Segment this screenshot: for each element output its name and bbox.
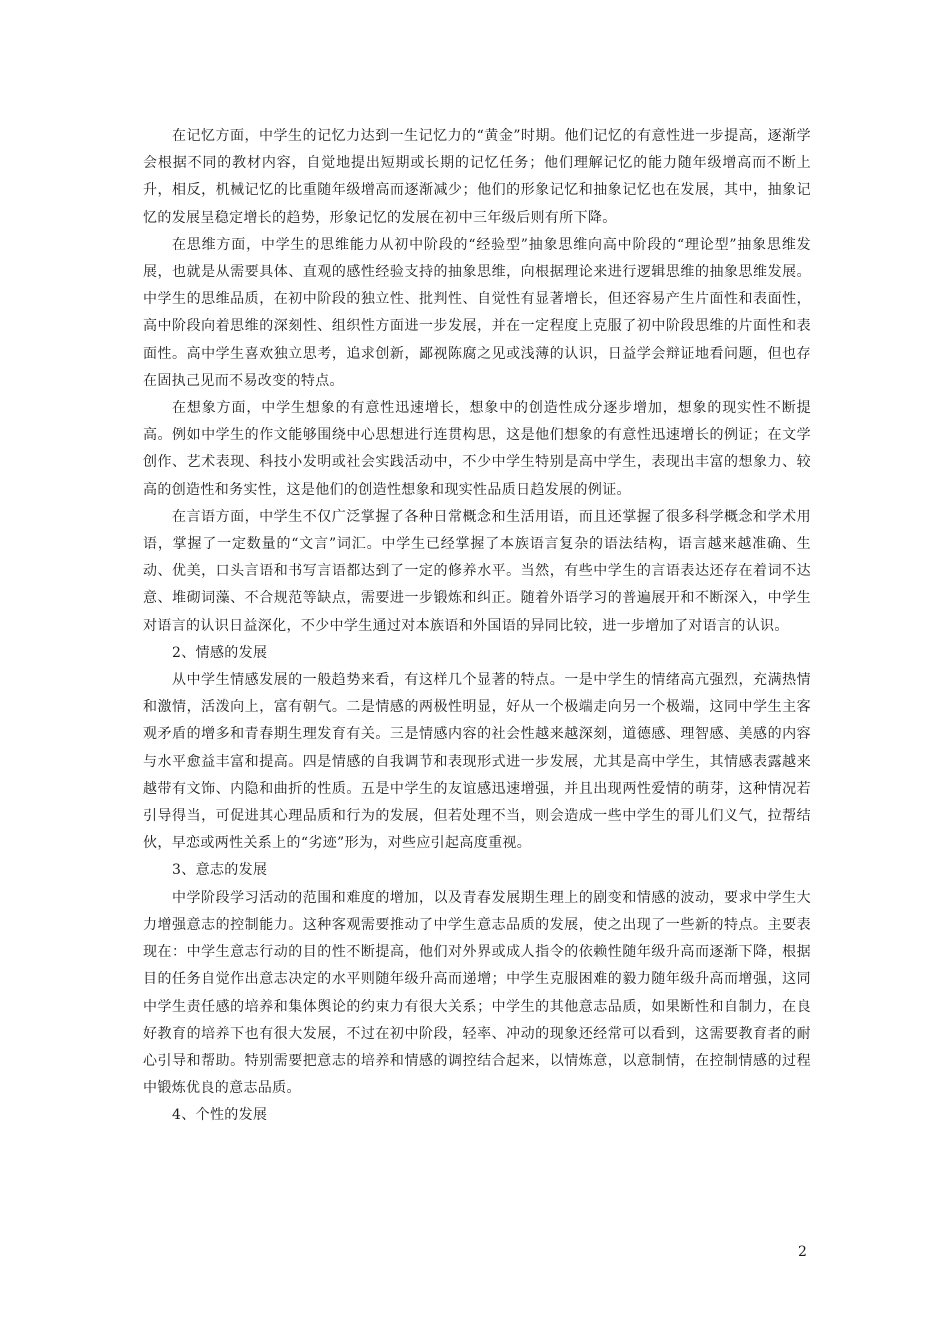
- section-heading-personality: 4、个性的发展: [172, 1107, 268, 1124]
- paragraph-memory: 在记忆方面，中学生的记忆力达到一生记忆力的“黄金”时期。他们记忆的有意性进一步提高，逐渐学会根据不同的教材内容，自觉地提出短期或长期的记忆任务；他们理解记忆的能力随年级增高而不断上升，相反，机械记忆的比重随年级增高而逐渐减少；他们的形象记忆和抽象记忆也在发展，其中，抽象记忆的发展呈稳定增长的趋势，形象记忆的发展在初中三年级后则有所下降。: [143, 128, 811, 226]
- paragraph-emotion: 从中学生情感发展的一般趋势来看，有这样几个显著的特点。一是中学生的情绪高亢强烈，充满热情和激情，活泼向上，富有朝气。二是情感的两极性明显，好从一个极端走向另一个极端，这同中学生主客观矛盾的增多和青春期生理发育有关。三是情感内容的社会性越来越深刻，道德感、理智感、美感的内容与水平愈益丰富和提高。四是情感的自我调节和表现形式进一步发展，尤其是高中学生，其情感表露越来越带有文饰、内隐和曲折的性质。五是中学生的友谊感迅速增强，并且出现两性爱情的萌芽，这种情况若引导得当，可促进其心理品质和行为的发展，但若处理不当，则会造成一些中学生的哥儿们义气，拉帮结伙，早恋或两性关系上的“劣迹”形为，对些应引起高度重视。: [143, 672, 811, 852]
- document-body: [143, 123, 811, 1130]
- page-number: 2: [798, 1244, 807, 1260]
- section-heading-will: 3、意志的发展: [172, 862, 268, 879]
- paragraph-will: 中学阶段学习活动的范围和难度的增加，以及青春发展期生理上的剧变和情感的波动，要求中学生大力增强意志的控制能力。这种客观需要推动了中学生意志品质的发展，使之出现了一些新的特点。主要表现在：中学生意志行动的目的性不断提高，他们对外界或成人指令的依赖性随年级升高而逐渐下降，根据目的任务自觉作出意志决定的水平则随年级升高而递增；中学生克服困难的毅力随年级升高而增强，这同中学生责任感的培养和集体舆论的约束力有很大关系；中学生的其他意志品质，如果断性和自制力，在良好教育的培养下也有很大发展，不过在初中阶段，轻率、冲动的现象还经常可以看到，这需要教育者的耐心引导和帮助。特别需要把意志的培养和情感的调控结合起来，以情炼意，以意制情，在控制情感的过程中锻炼优良的意志品质。: [143, 889, 811, 1097]
- paragraph-imagination: 在想象方面，中学生想象的有意性迅速增长，想象中的创造性成分逐步增加，想象的现实性不断提高。例如中学生的作文能够围绕中心思想进行连贯构思，这是他们想象的有意性迅速增长的例证；在文学创作、艺术表现、科技小发明或社会实践活动中，不少中学生特别是高中学生，表现出丰富的想象力、较高的创造性和务实性，这是他们的创造性想象和现实性品质日趋发展的例证。: [143, 400, 811, 498]
- paragraph-thinking: 在思维方面，中学生的思维能力从初中阶段的“经验型”抽象思维向高中阶段的“理论型”抽象思维发展，也就是从需要具体、直观的感性经验支持的抽象思维，向根据理论来进行逻辑思维的抽象思维发展。中学生的思维品质，在初中阶段的独立性、批判性、自觉性有显著增长，但还容易产生片面性和表面性，高中阶段向着思维的深刻性、组织性方面进一步发展，并在一定程度上克服了初中阶段思维的片面性和表面性。高中学生喜欢独立思考，追求创新，鄙视陈腐之见或浅薄的认识，日益学会辩证地看问题，但也存在固执己见而不易改变的特点。: [143, 236, 811, 389]
- paragraph-language: 在言语方面，中学生不仅广泛掌握了各种日常概念和生活用语，而且还掌握了很多科学概念和学术用语，掌握了一定数量的“文言”词汇。中学生已经掌握了本族语言复杂的语法结构，语言越来越准确、生动、优美，口头言语和书写言语都达到了一定的修养水平。当然，有些中学生的言语表达还存在着词不达意、堆砌词藻、不合规范等缺点，需要进一步锻炼和纠正。随着外语学习的普遍展开和不断深入，中学生对语言的认识日益深化，不少中学生通过对本族语和外国语的异同比较，进一步增加了对语言的认识。: [143, 508, 811, 634]
- section-heading-emotion: 2、情感的发展: [172, 644, 268, 661]
